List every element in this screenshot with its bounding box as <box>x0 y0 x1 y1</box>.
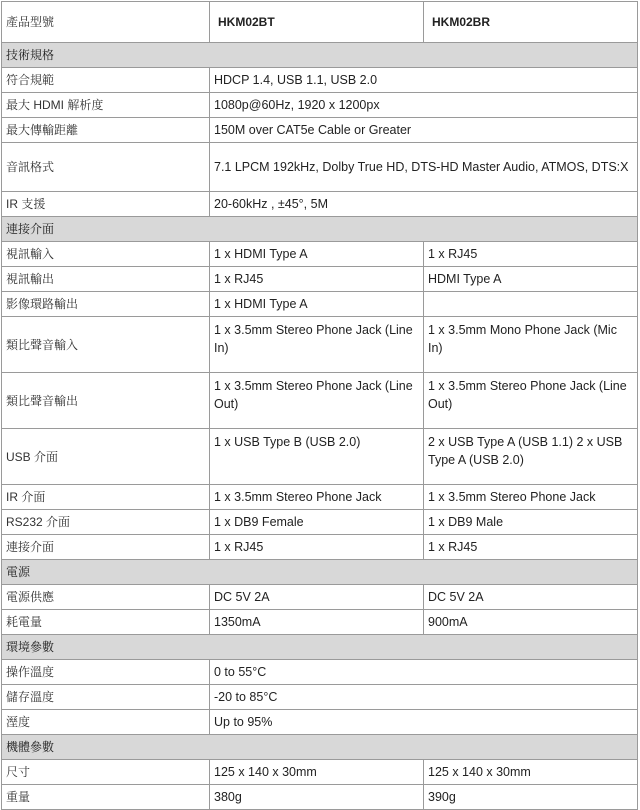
header-label: 產品型號 <box>2 2 210 43</box>
table-row <box>2 760 638 785</box>
section-title: 電源 <box>2 560 638 585</box>
row-label: 耗電量 <box>2 610 210 635</box>
table-row <box>2 373 638 429</box>
section-title: 環境參數 <box>2 635 638 660</box>
table-row <box>2 510 638 535</box>
row-label: 類比聲音輸入 <box>2 317 210 373</box>
table-row <box>2 292 638 317</box>
row-label: 連接介面 <box>2 535 210 560</box>
section-header <box>2 217 638 242</box>
value-hkm02br: 2 x USB Type A (USB 1.1) 2 x USB Type A (USB 2.0) <box>424 429 638 485</box>
table-row <box>2 685 638 710</box>
table-row <box>2 535 638 560</box>
value-hkm02bt: 1 x 3.5mm Stereo Phone Jack (Line In) <box>210 317 424 373</box>
value-hkm02bt: 1 x DB9 Female <box>210 510 424 535</box>
table-row <box>2 785 638 810</box>
spec-table <box>1 1 638 810</box>
row-label: IR 介面 <box>2 485 210 510</box>
value-hkm02bt: 1 x HDMI Type A <box>210 242 424 267</box>
section-title: 機體參數 <box>2 735 638 760</box>
row-value: -20 to 85°C <box>210 685 638 710</box>
section-header <box>2 43 638 68</box>
row-label: USB 介面 <box>2 429 210 485</box>
value-hkm02br: DC 5V 2A <box>424 585 638 610</box>
value-hkm02br: 1 x 3.5mm Stereo Phone Jack (Line Out) <box>424 373 638 429</box>
value-hkm02br: 390g <box>424 785 638 810</box>
model-hkm02br: HKM02BR <box>424 2 638 43</box>
row-label: 尺寸 <box>2 760 210 785</box>
table-row <box>2 267 638 292</box>
value-hkm02bt: 1350mA <box>210 610 424 635</box>
row-label: 影像環路輸出 <box>2 292 210 317</box>
table-row <box>2 242 638 267</box>
table-row <box>2 93 638 118</box>
row-label: 類比聲音輸出 <box>2 373 210 429</box>
value-hkm02bt: 380g <box>210 785 424 810</box>
value-hkm02bt: 1 x 3.5mm Stereo Phone Jack <box>210 485 424 510</box>
table-row <box>2 710 638 735</box>
section-header <box>2 560 638 585</box>
value-hkm02br: 900mA <box>424 610 638 635</box>
row-label: 音訊格式 <box>2 143 210 192</box>
section-title: 連接介面 <box>2 217 638 242</box>
value-hkm02bt: 1 x USB Type B (USB 2.0) <box>210 429 424 485</box>
table-row <box>2 585 638 610</box>
table-row <box>2 485 638 510</box>
value-hkm02bt: 1 x RJ45 <box>210 535 424 560</box>
value-hkm02br <box>424 292 638 317</box>
row-label: 溼度 <box>2 710 210 735</box>
table-row <box>2 68 638 93</box>
section-header <box>2 735 638 760</box>
section-header <box>2 635 638 660</box>
row-label: IR 支援 <box>2 192 210 217</box>
model-hkm02bt: HKM02BT <box>210 2 424 43</box>
value-hkm02bt: 1 x RJ45 <box>210 267 424 292</box>
table-row <box>2 143 638 192</box>
row-value: 0 to 55°C <box>210 660 638 685</box>
row-value: HDCP 1.4, USB 1.1, USB 2.0 <box>210 68 638 93</box>
row-value: 150M over CAT5e Cable or Greater <box>210 118 638 143</box>
value-hkm02br: 1 x DB9 Male <box>424 510 638 535</box>
table-row <box>2 660 638 685</box>
row-value: 1080p@60Hz, 1920 x 1200px <box>210 93 638 118</box>
row-label: RS232 介面 <box>2 510 210 535</box>
value-hkm02bt: DC 5V 2A <box>210 585 424 610</box>
row-value: Up to 95% <box>210 710 638 735</box>
value-hkm02br: 1 x RJ45 <box>424 535 638 560</box>
value-hkm02br: HDMI Type A <box>424 267 638 292</box>
row-label: 最大傳輸距離 <box>2 118 210 143</box>
row-label: 操作溫度 <box>2 660 210 685</box>
row-label: 視訊輸入 <box>2 242 210 267</box>
row-label: 重量 <box>2 785 210 810</box>
table-row <box>2 118 638 143</box>
value-hkm02bt: 1 x 3.5mm Stereo Phone Jack (Line Out) <box>210 373 424 429</box>
row-label: 儲存溫度 <box>2 685 210 710</box>
row-label: 電源供應 <box>2 585 210 610</box>
header-row <box>2 2 638 43</box>
table-row <box>2 192 638 217</box>
row-label: 符合規範 <box>2 68 210 93</box>
value-hkm02bt: 1 x HDMI Type A <box>210 292 424 317</box>
row-label: 最大 HDMI 解析度 <box>2 93 210 118</box>
value-hkm02br: 125 x 140 x 30mm <box>424 760 638 785</box>
row-label: 視訊輸出 <box>2 267 210 292</box>
row-value: 7.1 LPCM 192kHz, Dolby True HD, DTS-HD Master Audio, ATMOS, DTS:X <box>210 143 638 192</box>
value-hkm02bt: 125 x 140 x 30mm <box>210 760 424 785</box>
table-row <box>2 610 638 635</box>
value-hkm02br: 1 x 3.5mm Stereo Phone Jack <box>424 485 638 510</box>
table-row <box>2 317 638 373</box>
section-title: 技術規格 <box>2 43 638 68</box>
table-row <box>2 429 638 485</box>
value-hkm02br: 1 x 3.5mm Mono Phone Jack (Mic In) <box>424 317 638 373</box>
row-value: 20-60kHz , ±45°, 5M <box>210 192 638 217</box>
value-hkm02br: 1 x RJ45 <box>424 242 638 267</box>
